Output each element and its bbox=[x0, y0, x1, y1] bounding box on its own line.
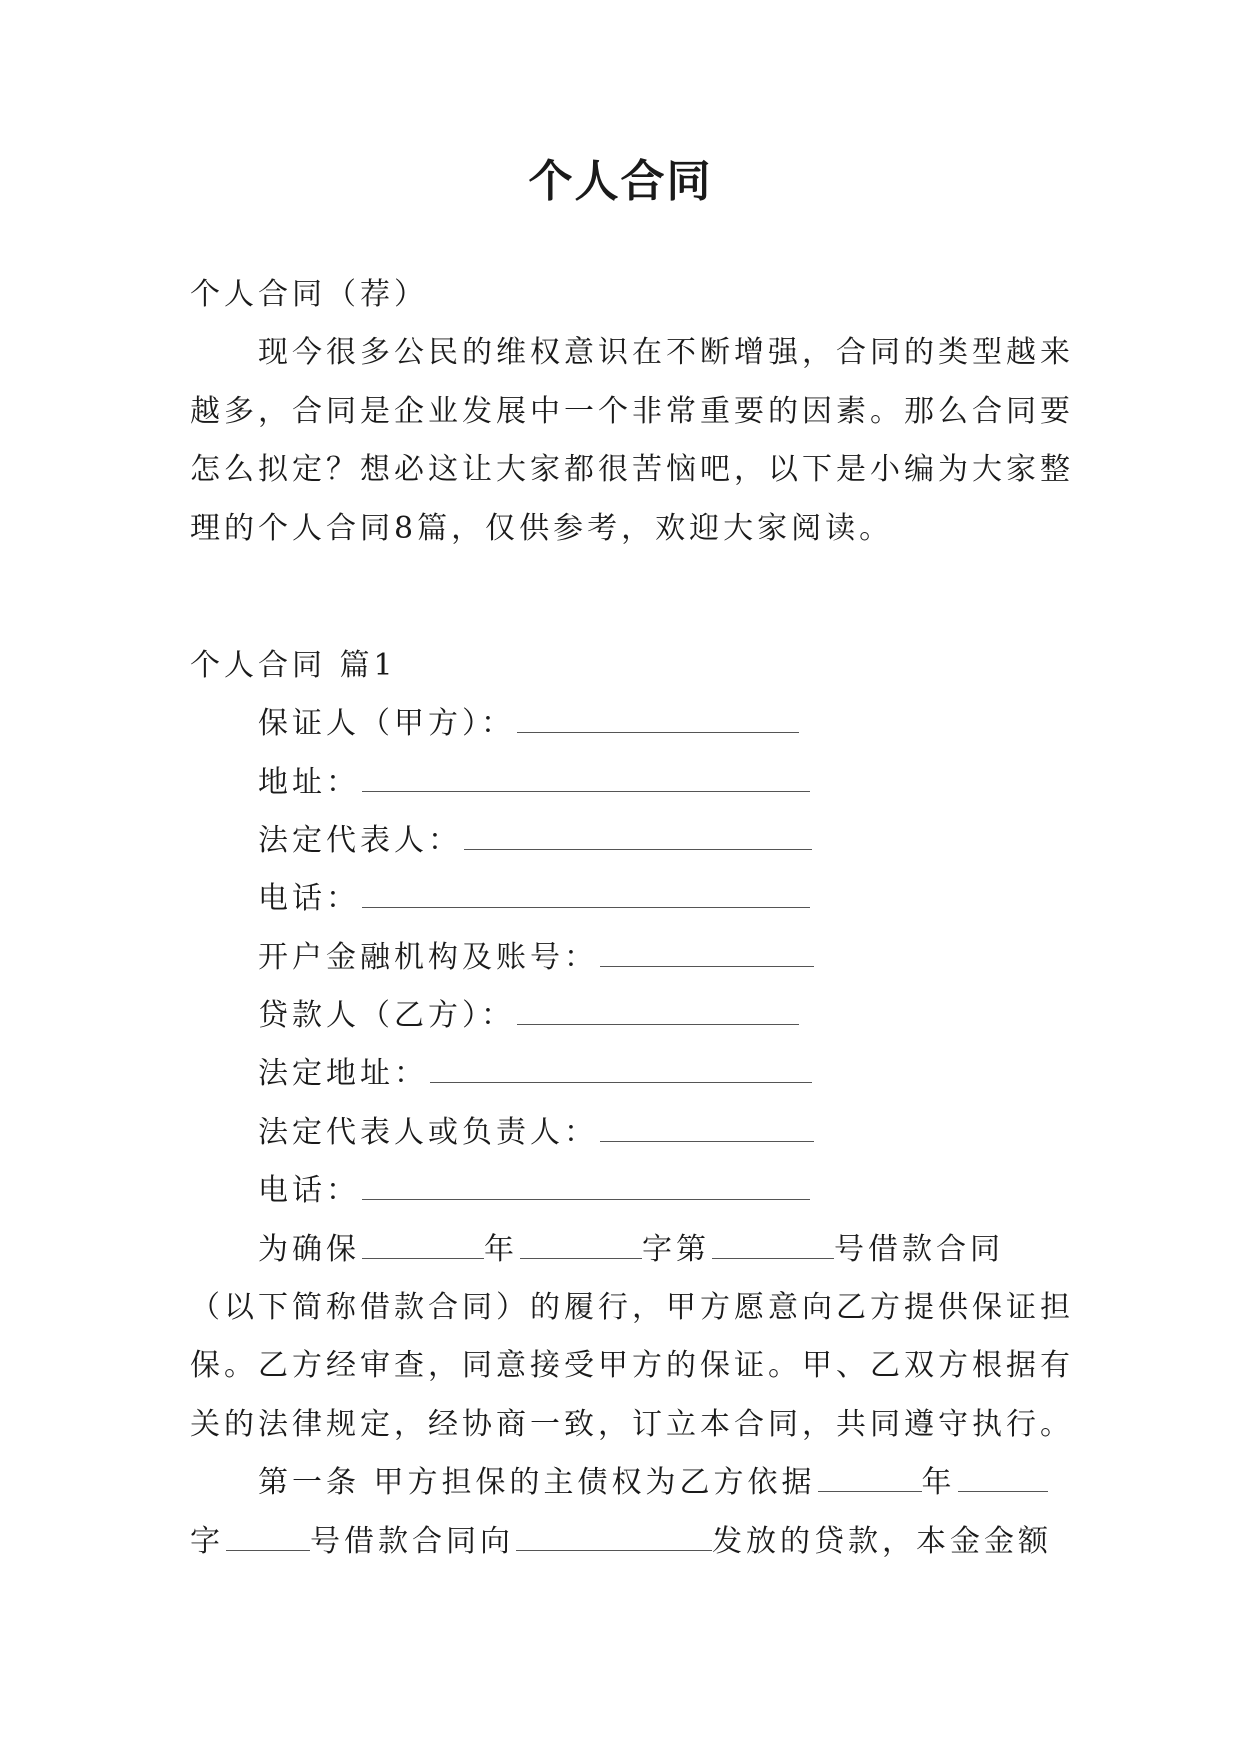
phone-field bbox=[190, 870, 1070, 928]
blank-line bbox=[464, 821, 812, 850]
blank-line bbox=[958, 1463, 1048, 1492]
intro-line-2: 越多，合同是企业发展中一个非常重要的因素。那么合同要 bbox=[190, 393, 1074, 429]
blank-line bbox=[600, 938, 814, 967]
field-label: 地址： bbox=[258, 764, 360, 800]
text: 第一条 甲方担保的主债权为乙方依据 bbox=[258, 1465, 816, 1501]
address-field bbox=[190, 754, 1070, 812]
para1-line-1 bbox=[190, 1221, 1070, 1279]
text: 字 bbox=[190, 1523, 224, 1559]
para2-line-2 bbox=[190, 1513, 1070, 1571]
text: 年 bbox=[921, 1465, 956, 1501]
lender-phone-field bbox=[190, 1162, 1070, 1220]
para1-line-3: 保。乙方经审查，同意接受甲方的保证。甲、乙双方根据有 bbox=[190, 1348, 1074, 1384]
bank-account-field bbox=[190, 929, 1070, 987]
field-label: 电话： bbox=[258, 881, 360, 917]
blank-line bbox=[226, 1522, 310, 1551]
blank-line bbox=[520, 1230, 642, 1259]
text: 为确保 bbox=[258, 1231, 360, 1267]
blank-line bbox=[600, 1113, 814, 1142]
text: 发放的贷款，本金金额 bbox=[712, 1523, 1052, 1559]
blank-line bbox=[517, 704, 799, 733]
blank-line bbox=[818, 1463, 922, 1492]
para1-line-2: （以下简称借款合同）的履行，甲方愿意向乙方提供保证担 bbox=[190, 1290, 1074, 1326]
section-heading: 个人合同 篇1 bbox=[190, 647, 397, 683]
field-label: 电话： bbox=[258, 1173, 360, 1209]
intro-line-3: 怎么拟定？想必这让大家都很苦恼吧，以下是小编为大家整 bbox=[190, 452, 1074, 488]
text: 年 bbox=[484, 1231, 518, 1267]
field-label: 法定代表人或负责人： bbox=[258, 1114, 598, 1150]
field-label: 开户金融机构及账号： bbox=[258, 939, 598, 975]
intro-line-4: 理的个人合同8篇，仅供参考，欢迎大家阅读。 bbox=[190, 510, 894, 546]
field-label: 贷款人（乙方）： bbox=[258, 998, 515, 1034]
field-label: 保证人（甲方）： bbox=[258, 706, 515, 742]
guarantor-field bbox=[190, 695, 1070, 753]
field-label: 法定地址： bbox=[258, 1056, 428, 1092]
para2-line-1 bbox=[190, 1454, 1070, 1512]
document-body bbox=[190, 266, 1074, 1571]
subtitle: 个人合同（荐） bbox=[190, 277, 428, 312]
text: 号借款合同向 bbox=[310, 1523, 514, 1559]
field-label: 法定代表人： bbox=[258, 822, 462, 858]
blank-line bbox=[362, 763, 810, 792]
blank-line bbox=[362, 1230, 484, 1259]
blank-line bbox=[517, 996, 799, 1025]
legal-rep-field bbox=[190, 812, 1070, 870]
text: 字第 bbox=[642, 1231, 710, 1267]
blank-line bbox=[430, 1054, 812, 1083]
text: 号借款合同 bbox=[834, 1231, 1004, 1267]
blank-line bbox=[362, 879, 810, 908]
lender-field bbox=[190, 987, 1070, 1045]
para1-line-4: 关的法律规定，经协商一致，订立本合同，共同遵守执行。 bbox=[190, 1406, 1074, 1442]
blank-line bbox=[362, 1171, 810, 1200]
blank-line bbox=[516, 1522, 712, 1551]
legal-address-field bbox=[190, 1045, 1070, 1103]
document-title: 个人合同 bbox=[528, 156, 713, 207]
legal-rep-or-head-field bbox=[190, 1104, 1070, 1162]
blank-line bbox=[712, 1230, 834, 1259]
intro-line-1: 现今很多公民的维权意识在不断增强，合同的类型越来 bbox=[258, 335, 1074, 371]
